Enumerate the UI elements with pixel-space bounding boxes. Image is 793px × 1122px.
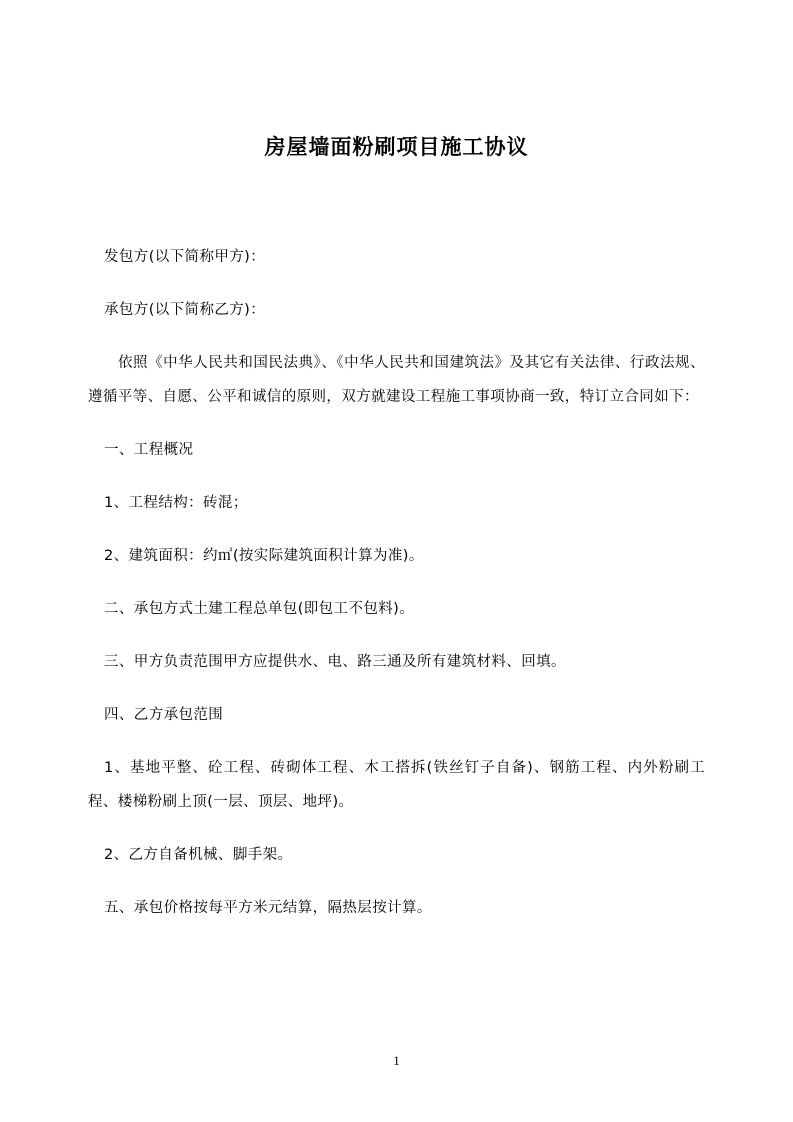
- paragraph-party-b: 承包方(以下简称乙方)：: [104, 302, 266, 318]
- paragraph-item-4-1: 1、基地平整、砼工程、砖砌体工程、木工搭拆(铁丝钉子自备)、钢筋工程、内外粉刷工程、楼梯粉刷上顶(一层、顶层、地坪)。: [88, 760, 705, 810]
- paragraph-section-2: 二、承包方式土建工程总单包(即包工不包料)。: [104, 601, 415, 617]
- document-body: [88, 240, 705, 925]
- heading-section-1: 一、工程概况: [104, 442, 194, 458]
- paragraph-item-4-2: 2、乙方自备机械、脚手架。: [104, 847, 293, 863]
- page-title: 房屋墙面粉刷项目施工协议: [264, 135, 529, 159]
- paragraph-item-1-1: 1、工程结构：砖混；: [104, 495, 248, 511]
- paragraph-section-5: 五、承包价格按每平方米元结算，隔热层按计算。: [104, 900, 432, 916]
- paragraph-party-a: 发包方(以下简称甲方)：: [104, 249, 266, 265]
- heading-section-4: 四、乙方承包范围: [104, 707, 224, 723]
- paragraph-section-3: 三、甲方负责范围甲方应提供水、电、路三通及所有建筑材料、回填。: [104, 654, 566, 670]
- page-number: 1: [393, 1053, 400, 1068]
- paragraph-item-1-2: 2、建筑面积：约㎡(按实际建筑面积计算为准)。: [104, 548, 424, 564]
- paragraph-preamble: 依照《中华人民共和国民法典》、《中华人民共和国建筑法》及其它有关法律、行政法规、遵循平等、自愿、公平和诚信的原则，双方就建设工程施工事项协商一致，特订立合同如下：: [88, 355, 705, 405]
